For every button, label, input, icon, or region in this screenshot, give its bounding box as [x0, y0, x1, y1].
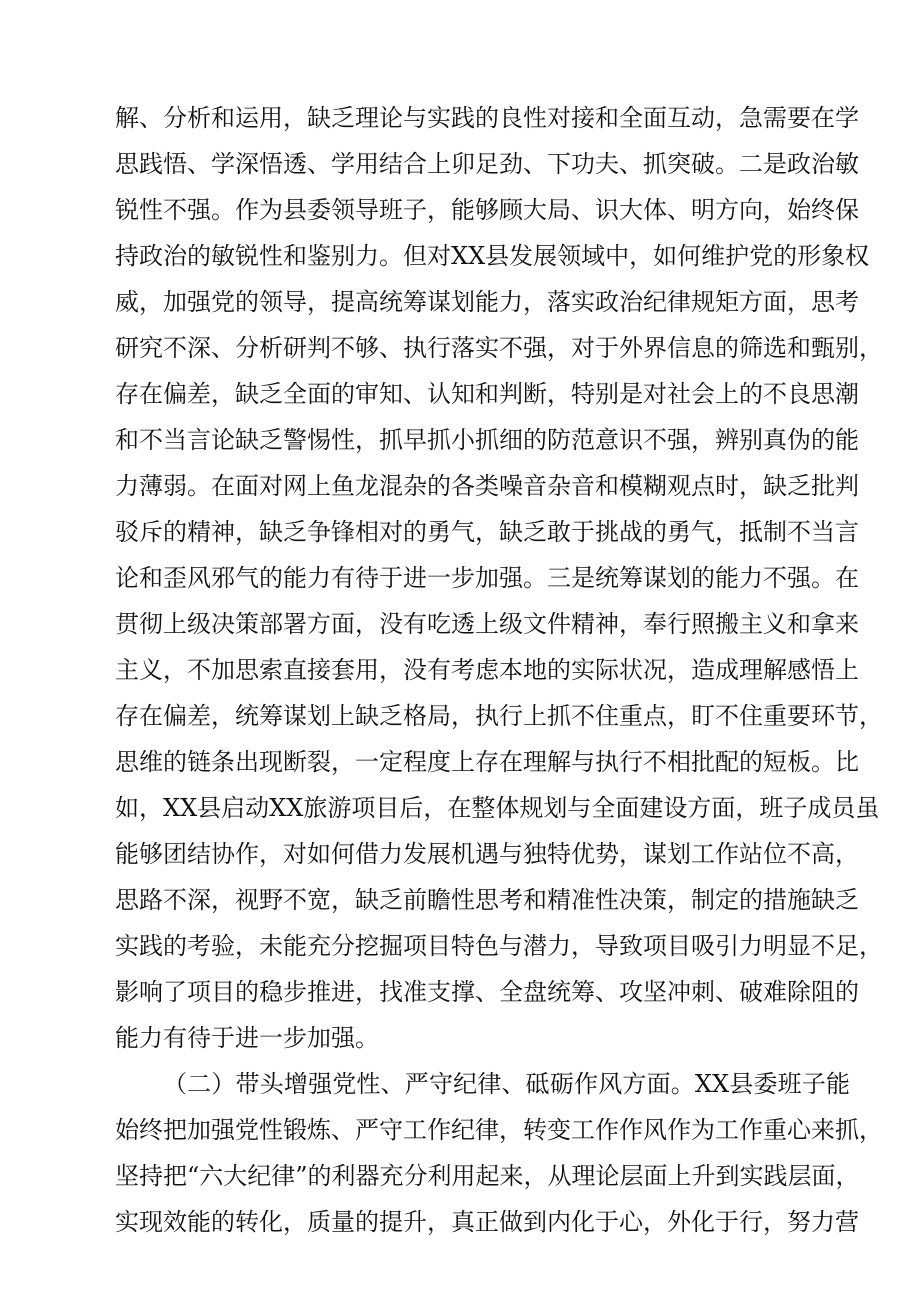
section-heading-line: （二）带头增强党性、严守纪律、砥砺作风方面。XX县委班子能 [163, 1070, 850, 1098]
text-line: 驳斥的精神，缺乏争锋相对的勇气，缺乏敢于挑战的勇气，抵制不当言 [115, 518, 859, 546]
text-line: 始终把加强党性锻炼、严守工作纪律，转变工作作风作为工作重心来抓， [115, 1116, 883, 1144]
text-line: 和不当言论缺乏警惕性，抓早抓小抓细的防范意识不强，辨别真伪的能 [115, 426, 859, 454]
text-line: 实践的考验，未能充分挖掘项目特色与潜力，导致项目吸引力明显不足， [115, 932, 883, 960]
text-line: 存在偏差，缺乏全面的审知、认知和判断，特别是对社会上的不良思潮 [115, 380, 859, 408]
text-line: 坚持把“六大纪律”的利器充分利用起来，从理论层面上升到实践层面， [115, 1162, 860, 1190]
text-line: 锐性不强。作为县委领导班子，能够顾大局、识大体、明方向，始终保 [115, 196, 859, 224]
text-line: 思路不深，视野不宽，缺乏前瞻性思考和精准性决策，制定的措施缺乏 [115, 886, 859, 914]
text-line: 存在偏差，统筹谋划上缺乏格局，执行上抓不住重点，盯不住重要环节， [115, 702, 883, 730]
text-line: 解、分析和运用，缺乏理论与实践的良性对接和全面互动，急需要在学 [115, 104, 859, 132]
text-line: 能够团结协作，对如何借力发展机遇与独特优势，谋划工作站位不高， [115, 840, 859, 868]
text-line: 贯彻上级决策部署方面，没有吃透上级文件精神，奉行照搬主义和拿来 [115, 610, 859, 638]
text-line: 力薄弱。在面对网上鱼龙混杂的各类噪音杂音和模糊观点时，缺乏批判 [115, 472, 859, 500]
text-line: 影响了项目的稳步推进，找准支撑、全盘统筹、攻坚冲刺、破难除阻的 [115, 978, 859, 1006]
text-line: 思践悟、学深悟透、学用结合上卯足劲、下功夫、抓突破。二是政治敏 [115, 150, 859, 178]
text-line: 研究不深、分析研判不够、执行落实不强，对于外界信息的筛选和甄别， [115, 334, 883, 362]
text-line: 威，加强党的领导，提高统筹谋划能力，落实政治纪律规矩方面，思考 [115, 288, 859, 316]
text-line: 思维的链条出现断裂，一定程度上存在理解与执行不相批配的短板。比 [115, 748, 859, 776]
paragraph-end-line: 能力有待于进一步加强。 [115, 1024, 379, 1052]
text-line: 持政治的敏锐性和鉴别力。但对XX县发展领域中，如何维护党的形象权 [115, 242, 870, 270]
text-line: 论和歪风邪气的能力有待于进一步加强。三是统筹谋划的能力不强。在 [115, 564, 859, 592]
text-line: 主义，不加思索直接套用，没有考虑本地的实际状况，造成理解感悟上 [115, 656, 859, 684]
text-line: 如，XX县启动XX旅游项目后，在整体规划与全面建设方面，班子成员虽 [115, 794, 880, 822]
text-line: 实现效能的转化，质量的提升，真正做到内化于心，外化于行，努力营 [115, 1208, 859, 1236]
